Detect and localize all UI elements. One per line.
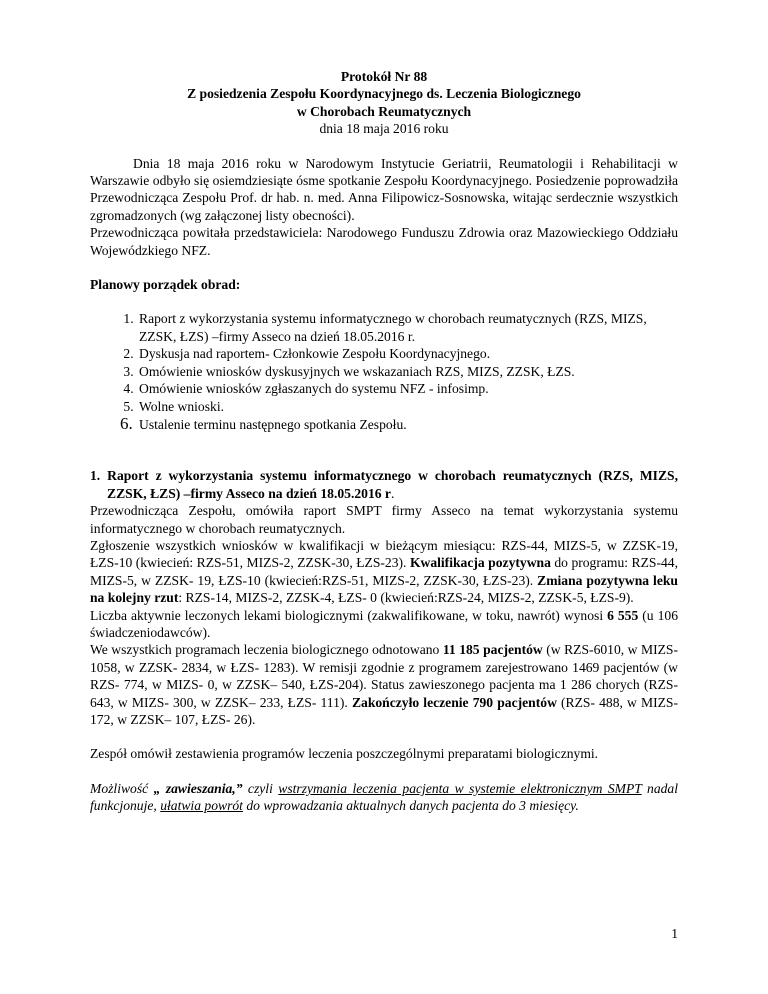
active-patients-count: 6 555 (607, 607, 639, 623)
document-header (90, 68, 678, 138)
agenda-item: 5. Wolne wnioski. (137, 398, 678, 415)
agenda-item: 4. Omówienie wniosków zgłaszanych do systemu NFZ - infosimp. (137, 380, 678, 397)
page-number: 1 (671, 926, 678, 941)
section-1-title-end: . (390, 485, 395, 501)
greeting-paragraph: Przewodnicząca powitała przedstawiciela: Narodowego Funduszu Zdrowia oraz Mazowieckiego Oddziału Wojewódzkiego NFZ. (90, 225, 678, 258)
program-stats-paragraph (90, 641, 678, 728)
drug-change-label: Zmiana pozytywna leku na kolejny rzut (90, 572, 678, 606)
meeting-date: dnia 18 maja 2016 roku (319, 121, 449, 137)
active-patients-text: Liczba aktywnie leczonych lekami biologicznymi (zakwalifikowane, w toku, nawrót) wynosi (90, 607, 608, 623)
agenda-item: 6. Ustalenie terminu następnego spotkania Zespołu. (137, 415, 678, 433)
meeting-title: Z posiedzenia Zespołu Koordynacyjnego ds. Leczenia Biologicznego (187, 86, 581, 102)
agenda-item: 3. Omówienie wniosków dyskusyjnych we wskazaniach RZS, MIZS, ZZSK, ŁZS. (137, 363, 678, 380)
suspension-text-e: nadal funkcjonuje, (90, 780, 678, 814)
finished-treatment-text: (RZS- 488, w MIZS- 172, w ZZSK– 107, ŁZS- 26). (90, 694, 678, 727)
positive-qualification-text: do programu: RZS-44, MIZS-5, w ZZSK- 19, ŁZS-10 (kwiecień:RZS-51, MIZS-2, ZZSK-30, ŁZS-23). (90, 555, 678, 588)
program-stats-text: We wszystkich programach leczenia biologicznego odnotowano (90, 642, 443, 658)
active-patients-providers: (u 106 świadczeniodawców). (90, 607, 678, 640)
discussion-paragraph: Zespół omówił zestawienia programów leczenia poszczególnymi preparatami biologicznymi. (90, 746, 599, 762)
agenda-list (90, 310, 678, 433)
meeting-subtitle: w Chorobach Reumatycznych (296, 103, 472, 119)
section-1-title-text: 1. Raport z wykorzystania systemu informatycznego w chorobach reumatycznych (RZS, MIZS, ZZSK, ŁZS) –firmy Asseco na dzień 18.05.2016 r (90, 468, 678, 501)
applications-text: Zgłoszenie wszystkich wniosków w kwalifikacji w bieżącym miesiącu: RZS-44, MIZS-5, w ZZSK-19, ŁZS-10 (kwiecień: RZS-51, MIZS-2, ZZSK-30, ŁZS-23). (90, 537, 678, 571)
finished-treatment-label: Zakończyło leczenie 790 pacjentów (351, 694, 557, 710)
suspension-benefit: ułatwia powrót (160, 798, 243, 814)
remission-text: (w RZS-6010, w MIZS-1058, w ZZSK- 2834, w ŁZS- 1283). W remisji zgodnie z programem zarejestrowano 1469 pacjentów (w RZS- 774, w MIZS- 0, w ZZSK– 540, ŁZS-204). Status zawieszonego pacjenta ma 1 286 chorych (RZS- 643, w MIZS- 300, w ZZSK– 233, ŁZS- 111). (90, 642, 678, 710)
suspension-paragraph (90, 780, 678, 815)
suspension-text-a: Możliwość (90, 780, 154, 796)
document-page (90, 68, 678, 815)
agenda-item: 2. Dyskusja nad raportem- Członkowie Zespołu Koordynacyjnego. (137, 345, 678, 362)
suspension-text-g: do wprowadzania aktualnych danych pacjenta do 3 miesięcy. (242, 798, 579, 814)
total-patients-count: 11 185 pacjentów (442, 642, 543, 658)
intro-paragraph: Dnia 18 maja 2016 roku w Narodowym Instytucie Geriatrii, Reumatologii i Rehabilitacji w Warszawie odbyło się osiemdziesiąte ósme spotkanie Zespołu Koordynacyjnego. Posiedzenie poprowadziła Przewodnicząca Zespołu Prof. dr hab. n. med. Anna Filipowicz-Sosnowska, witając serdecznie wszystkich zgromadzonych (wg załączonej listy obecności). (90, 155, 678, 223)
positive-qualification-label: Kwalifikacja pozytywna (409, 555, 551, 571)
suspension-definition: wstrzymania leczenia pacjenta w systemie elektronicznym SMPT (278, 780, 642, 796)
drug-change-text: : RZS-14, MIZS-2, ZZSK-4, ŁZS- 0 (kwiecień:RZS-24, MIZS-2, ZZSK-5, ŁZS-9). (178, 590, 634, 606)
report-summary-paragraph: Przewodnicząca Zespołu, omówiła raport SMPT firmy Asseco na temat wykorzystania systemu informatycznego w chorobach reumatycznych. (90, 503, 678, 536)
active-patients-paragraph (90, 607, 678, 642)
protocol-number: Protokół Nr 88 (340, 69, 428, 84)
suspension-term: „ zawieszania,” (153, 780, 243, 796)
agenda-title: Planowy porządek obrad: (90, 277, 241, 293)
section-1-title (90, 467, 678, 502)
applications-paragraph (90, 537, 678, 607)
agenda-item: 1. Raport z wykorzystania systemu informatycznego w chorobach reumatycznych (RZS, MIZS, ZZSK, ŁZS) –firmy Asseco na dzień 18.05.2016 r. (137, 310, 678, 345)
suspension-text-c: czyli (242, 780, 279, 796)
